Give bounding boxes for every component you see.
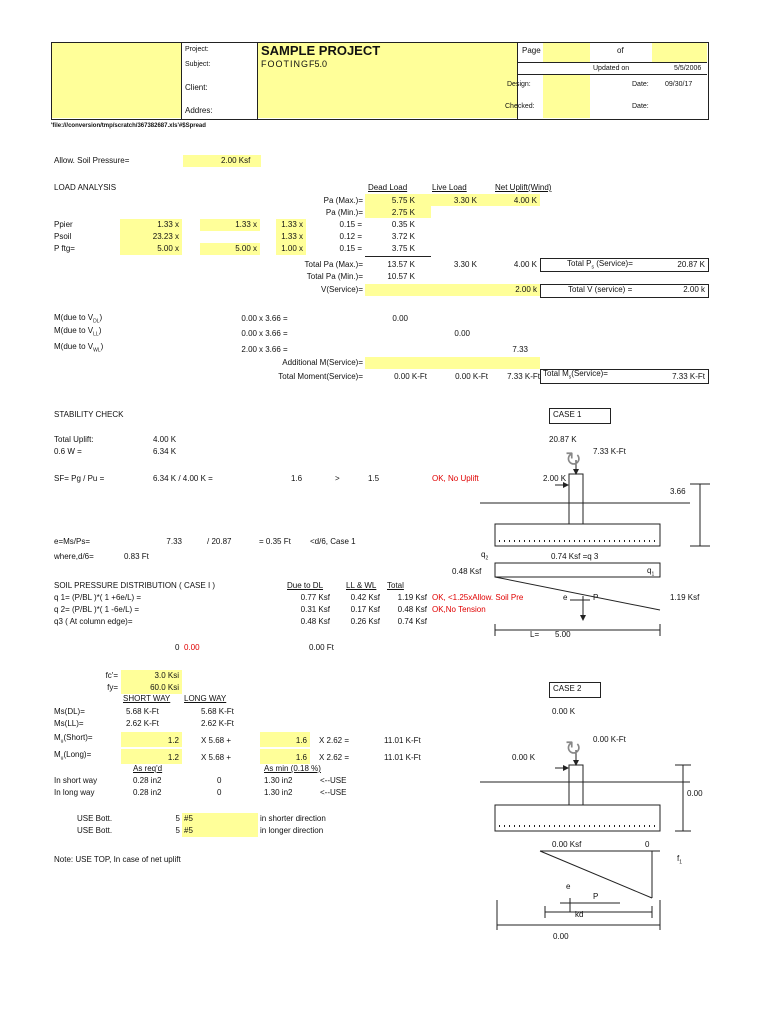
moment-mult: x 3.66 =: [259, 345, 288, 354]
use2-label: USE Bott.: [77, 826, 113, 835]
moment-value: 2.00: [241, 345, 257, 354]
use1-dir: in shorter direction: [260, 814, 326, 823]
case1-q1: $q_1$: [647, 566, 655, 578]
uplift-label: Total Uplift:: [54, 435, 94, 444]
case2-title: CASE 2: [553, 684, 582, 693]
load-row-value: 3.75 K: [391, 244, 415, 253]
v-service-label: V(Service)=: [320, 285, 363, 294]
ms-dl-short: 5.68 K-Ft: [126, 707, 159, 716]
pressure-row-dl: 0.31 Ksf: [300, 605, 330, 614]
case1-l-label: L=: [530, 630, 540, 639]
moment-live: 0.00: [454, 329, 470, 338]
soil-label: Allow. Soil Pressure=: [54, 156, 130, 165]
checked-label: Checked:: [505, 103, 535, 110]
case2-v: 0.00 K: [512, 753, 536, 762]
address-label: Addres:: [185, 106, 213, 115]
load-row-value: 1.33 x: [235, 220, 257, 229]
mu-short-f2: 1.6: [295, 736, 307, 745]
subject-label: Subject:: [185, 61, 211, 68]
as-reqd-header: As req'd: [133, 764, 163, 773]
of-label: of: [617, 46, 624, 55]
col-live-load: Live Load: [432, 183, 467, 192]
moment-arrow-icon: ↻: [565, 449, 582, 471]
ms-ll-long: 2.62 K-Ft: [201, 719, 234, 728]
design-label: Design:: [507, 81, 531, 88]
total-moment-label: Total Moment(Service)=: [278, 372, 363, 381]
ms-dl-long: 5.68 K-Ft: [201, 707, 234, 716]
total-pa-max-dead: 13.57 K: [387, 260, 415, 269]
sf-expr: 6.34 K / 4.00 K =: [153, 474, 213, 483]
sf-limit: 1.5: [368, 474, 380, 483]
moment-value: 0.00: [241, 329, 257, 338]
mu-short-value: 11.01 K-Ft: [384, 736, 421, 745]
fc-label: fc'=: [105, 671, 118, 680]
total-moment-live: 0.00 K-Ft: [455, 372, 488, 381]
load-row-value: 0.35 K: [391, 220, 415, 229]
load-row-value: 1.33 x: [281, 232, 303, 241]
fy-label: fy=: [107, 683, 118, 692]
short-way-label: In short way: [54, 776, 98, 785]
sf-status: OK, No Uplift: [432, 474, 479, 483]
sf-label: SF= Pg / Pu =: [54, 474, 105, 483]
load-row-value: 0.15 =: [339, 220, 362, 229]
case1-q2-value: 0.48 Ksf: [452, 567, 482, 576]
use2-bar: #5: [184, 826, 193, 835]
pa-max-label: Pa (Max.)=: [323, 196, 363, 205]
e-label: e=Ms/Ps=: [54, 537, 91, 546]
pressure-row-llwl: 0.42 Ksf: [350, 593, 380, 602]
col-ll-wl: LL & WL: [346, 581, 377, 590]
ms-dl-label: Ms(DL)=: [54, 707, 85, 716]
case2-pressure: 0.00 Ksf: [552, 840, 582, 849]
w-value: 6.34 K: [153, 447, 177, 456]
load-row-value: 0.15 =: [339, 244, 362, 253]
case2-bottom: 0.00: [553, 932, 569, 941]
note: Note: USE TOP, In case of net uplift: [54, 855, 181, 864]
load-analysis-title: LOAD ANALYSIS: [54, 183, 117, 192]
case1-v: 2.00 K: [543, 474, 567, 483]
total-moment-wind: 7.33 K-Ft: [507, 372, 540, 381]
mu-long-label: $M_u(Long)=$: [54, 750, 92, 762]
col-dead-load: Dead Load: [368, 183, 408, 192]
pressure-row-note: OK, <1.25xAllow. Soil Pre: [432, 593, 524, 602]
ms-ll-label: Ms(LL)=: [54, 719, 84, 728]
sf-gt: >: [335, 474, 340, 483]
zero-b: 0.00: [184, 643, 200, 652]
load-row-value: 1.00 x: [281, 244, 303, 253]
total-pa-min-dead: 10.57 K: [387, 272, 415, 281]
subject-id: F5.0: [309, 59, 328, 69]
pa-min-label: Pa (Min.)=: [325, 208, 363, 217]
total-v-value: 2.00 k: [683, 285, 705, 294]
case1-q1-value: 1.19 Ksf: [670, 593, 700, 602]
mu-long-f1: 1.2: [167, 753, 179, 762]
case1-p: 20.87 K: [549, 435, 577, 444]
load-row-label: Ppier: [54, 220, 73, 229]
stability-title: STABILITY CHECK: [54, 410, 124, 419]
case1-m: 7.33 K-Ft: [593, 447, 626, 456]
case1-q2: $q_2$: [481, 550, 489, 562]
load-row-value: 5.00 x: [235, 244, 257, 253]
load-row-value: 1.33 x: [281, 220, 303, 229]
long-way-min: 1.30 in2: [264, 788, 293, 797]
mu-long-x1: X 5.68 +: [201, 753, 232, 762]
project-value: SAMPLE PROJECT: [261, 43, 381, 58]
project-label: Project:: [185, 46, 209, 53]
pressure-row-llwl: 0.17 Ksf: [350, 605, 380, 614]
load-row-value: 0.12 =: [339, 232, 362, 241]
client-label: Client:: [185, 83, 208, 92]
uplift-value: 4.00 K: [153, 435, 177, 444]
case1-q3: 0.74 Ksf =q 3: [551, 552, 599, 561]
pressure-row-total: 0.74 Ksf: [397, 617, 427, 626]
pressure-row-dl: 0.77 Ksf: [300, 593, 330, 602]
total-ms-label: Total $M_s(Service)=$: [543, 369, 608, 381]
mu-short-label: $M_u(Short)=$: [54, 733, 93, 745]
moment-label: M(due to $V_{WL}$): [54, 342, 104, 354]
pa-max-uplift: 4.00 K: [513, 196, 537, 205]
pressure-row-label: q3 ( At column edge)=: [54, 617, 133, 626]
total-v-label: Total V (service) =: [568, 285, 633, 294]
soil-value: 2.00 Ksf: [221, 156, 251, 165]
ms-ll-short: 2.62 K-Ft: [126, 719, 159, 728]
e-den: / 20.87: [207, 537, 232, 546]
case2-zero: 0: [645, 840, 650, 849]
load-row-value: 23.23 x: [152, 232, 179, 241]
case1-e: e: [563, 593, 568, 602]
col-total: Total: [387, 581, 404, 590]
moment-mult: x 3.66 =: [259, 314, 288, 323]
load-row-value: 5.00 x: [157, 244, 179, 253]
col-net-uplift: Net Uplift(Wind): [495, 183, 552, 192]
case2-depth: 0.00: [687, 789, 703, 798]
e-result: = 0.35 Ft: [259, 537, 291, 546]
case2-diagram: [480, 750, 691, 930]
total-pa-max-live: 3.30 K: [453, 260, 477, 269]
fy-value: 60.0 Ksi: [150, 683, 179, 692]
load-row-value: 3.72 K: [391, 232, 415, 241]
case1-p-label: P: [593, 593, 599, 602]
total-ps-value: 20.87 K: [677, 260, 705, 269]
long-way-header: LONG WAY: [184, 694, 227, 703]
pressure-row-note: OK,No Tension: [432, 605, 486, 614]
total-pa-max-label: Total Pa (Max.)=: [304, 260, 363, 269]
v-service-uplift: 2.00 k: [515, 285, 537, 294]
updated-label: Updated on: [593, 65, 630, 72]
pressure-row-total: 0.48 Ksf: [397, 605, 427, 614]
use2-num: 5: [175, 826, 180, 835]
short-way-use: <--USE: [320, 776, 347, 785]
e-case: <d/6, Case 1: [310, 537, 356, 546]
case1-title: CASE 1: [553, 410, 582, 419]
pa-max-live: 3.30 K: [453, 196, 477, 205]
case2-p: 0.00 K: [552, 707, 576, 716]
zero-ft: 0.00 Ft: [309, 643, 334, 652]
short-way-min: 1.30 in2: [264, 776, 293, 785]
e-num: 7.33: [166, 537, 182, 546]
as-min-header: As min (0.18 %): [264, 764, 321, 773]
load-row-label: Psoil: [54, 232, 72, 241]
updated-value: 5/5/2006: [674, 65, 702, 72]
case2-kd: kd: [575, 910, 584, 919]
mu-long-value: 11.01 K-Ft: [384, 753, 421, 762]
pa-min-dead: 2.75 K: [391, 208, 415, 217]
total-pa-min-label: Total Pa (Min.)=: [306, 272, 363, 281]
short-way-as: 0.28 in2: [133, 776, 162, 785]
moment-arrow-icon: ↻: [565, 738, 582, 760]
use1-label: USE Bott.: [77, 814, 113, 823]
total-ps-label: Total $P_s$ (Service)=: [567, 259, 633, 271]
zero-a: 0: [175, 643, 180, 652]
mu-short-x2: X 2.62 =: [319, 736, 350, 745]
use2-dir: in longer direction: [260, 826, 324, 835]
load-row-label: P ftg=: [54, 244, 75, 253]
pressure-row-label: q 1= (P/BL )*( 1 +6e/L) =: [54, 593, 142, 602]
moment-label: M(due to $V_{LL}$): [54, 326, 102, 338]
case1-depth: 3.66: [670, 487, 686, 496]
additional-m-label: Additional M(Service)=: [282, 358, 363, 367]
load-row-value: 1.33 x: [157, 220, 179, 229]
use1-bar: #5: [184, 814, 193, 823]
total-pa-max-uplift: 4.00 K: [513, 260, 537, 269]
pressure-row-llwl: 0.26 Ksf: [350, 617, 380, 626]
moment-mult: x 3.66 =: [259, 329, 288, 338]
case2-p-label: P: [593, 892, 599, 901]
total-moment-dead: 0.00 K-Ft: [394, 372, 427, 381]
use1-num: 5: [175, 814, 180, 823]
total-ms-value: 7.33 K-Ft: [672, 372, 705, 381]
short-way-header: SHORT WAY: [123, 694, 171, 703]
case1-l-value: 5.00: [555, 630, 571, 639]
case2-f1: $f_1$: [677, 854, 683, 866]
page-label: Page: [522, 46, 541, 55]
short-way-zero: 0: [217, 776, 222, 785]
col-due-to-dl: Due to DL: [287, 581, 324, 590]
fc-value: 3.0 Ksi: [154, 671, 179, 680]
mu-short-x1: X 5.68 +: [201, 736, 232, 745]
pa-max-dead: 5.75 K: [391, 196, 415, 205]
soil-pressure-title: SOIL PRESSURE DISTRIBUTION ( CASE I ): [54, 581, 216, 590]
where-label: where,d/6=: [54, 552, 94, 561]
date-label: Date:: [632, 81, 649, 88]
moment-label: M(due to $V_{DL}$): [54, 313, 103, 325]
case2-m: 0.00 K-Ft: [593, 735, 626, 744]
pressure-row-label: q 2= (P/BL )*( 1 -6e/L) =: [54, 605, 140, 614]
pressure-row-total: 1.19 Ksf: [397, 593, 427, 602]
file-path: 'file:///conversion/tmp/scratch/367382687.xls'#$Spread: [51, 123, 206, 129]
date-value: 09/30/17: [665, 81, 693, 88]
long-way-zero: 0: [217, 788, 222, 797]
pressure-row-dl: 0.48 Ksf: [300, 617, 330, 626]
where-value: 0.83 Ft: [124, 552, 149, 561]
subject-value: FOOTING: [261, 59, 309, 69]
moment-dead: 0.00: [392, 314, 408, 323]
w-label: 0.6 W =: [54, 447, 82, 456]
moment-wind: 7.33: [512, 345, 528, 354]
long-way-label: In long way: [54, 788, 95, 797]
sf-value: 1.6: [291, 474, 303, 483]
checked-date-label: Date:: [632, 103, 649, 110]
long-way-use: <--USE: [320, 788, 347, 797]
mu-long-x2: X 2.62 =: [319, 753, 350, 762]
mu-long-f2: 1.6: [295, 753, 307, 762]
long-way-as: 0.28 in2: [133, 788, 162, 797]
case2-e: e: [566, 882, 571, 891]
moment-value: 0.00: [241, 314, 257, 323]
mu-short-f1: 1.2: [167, 736, 179, 745]
